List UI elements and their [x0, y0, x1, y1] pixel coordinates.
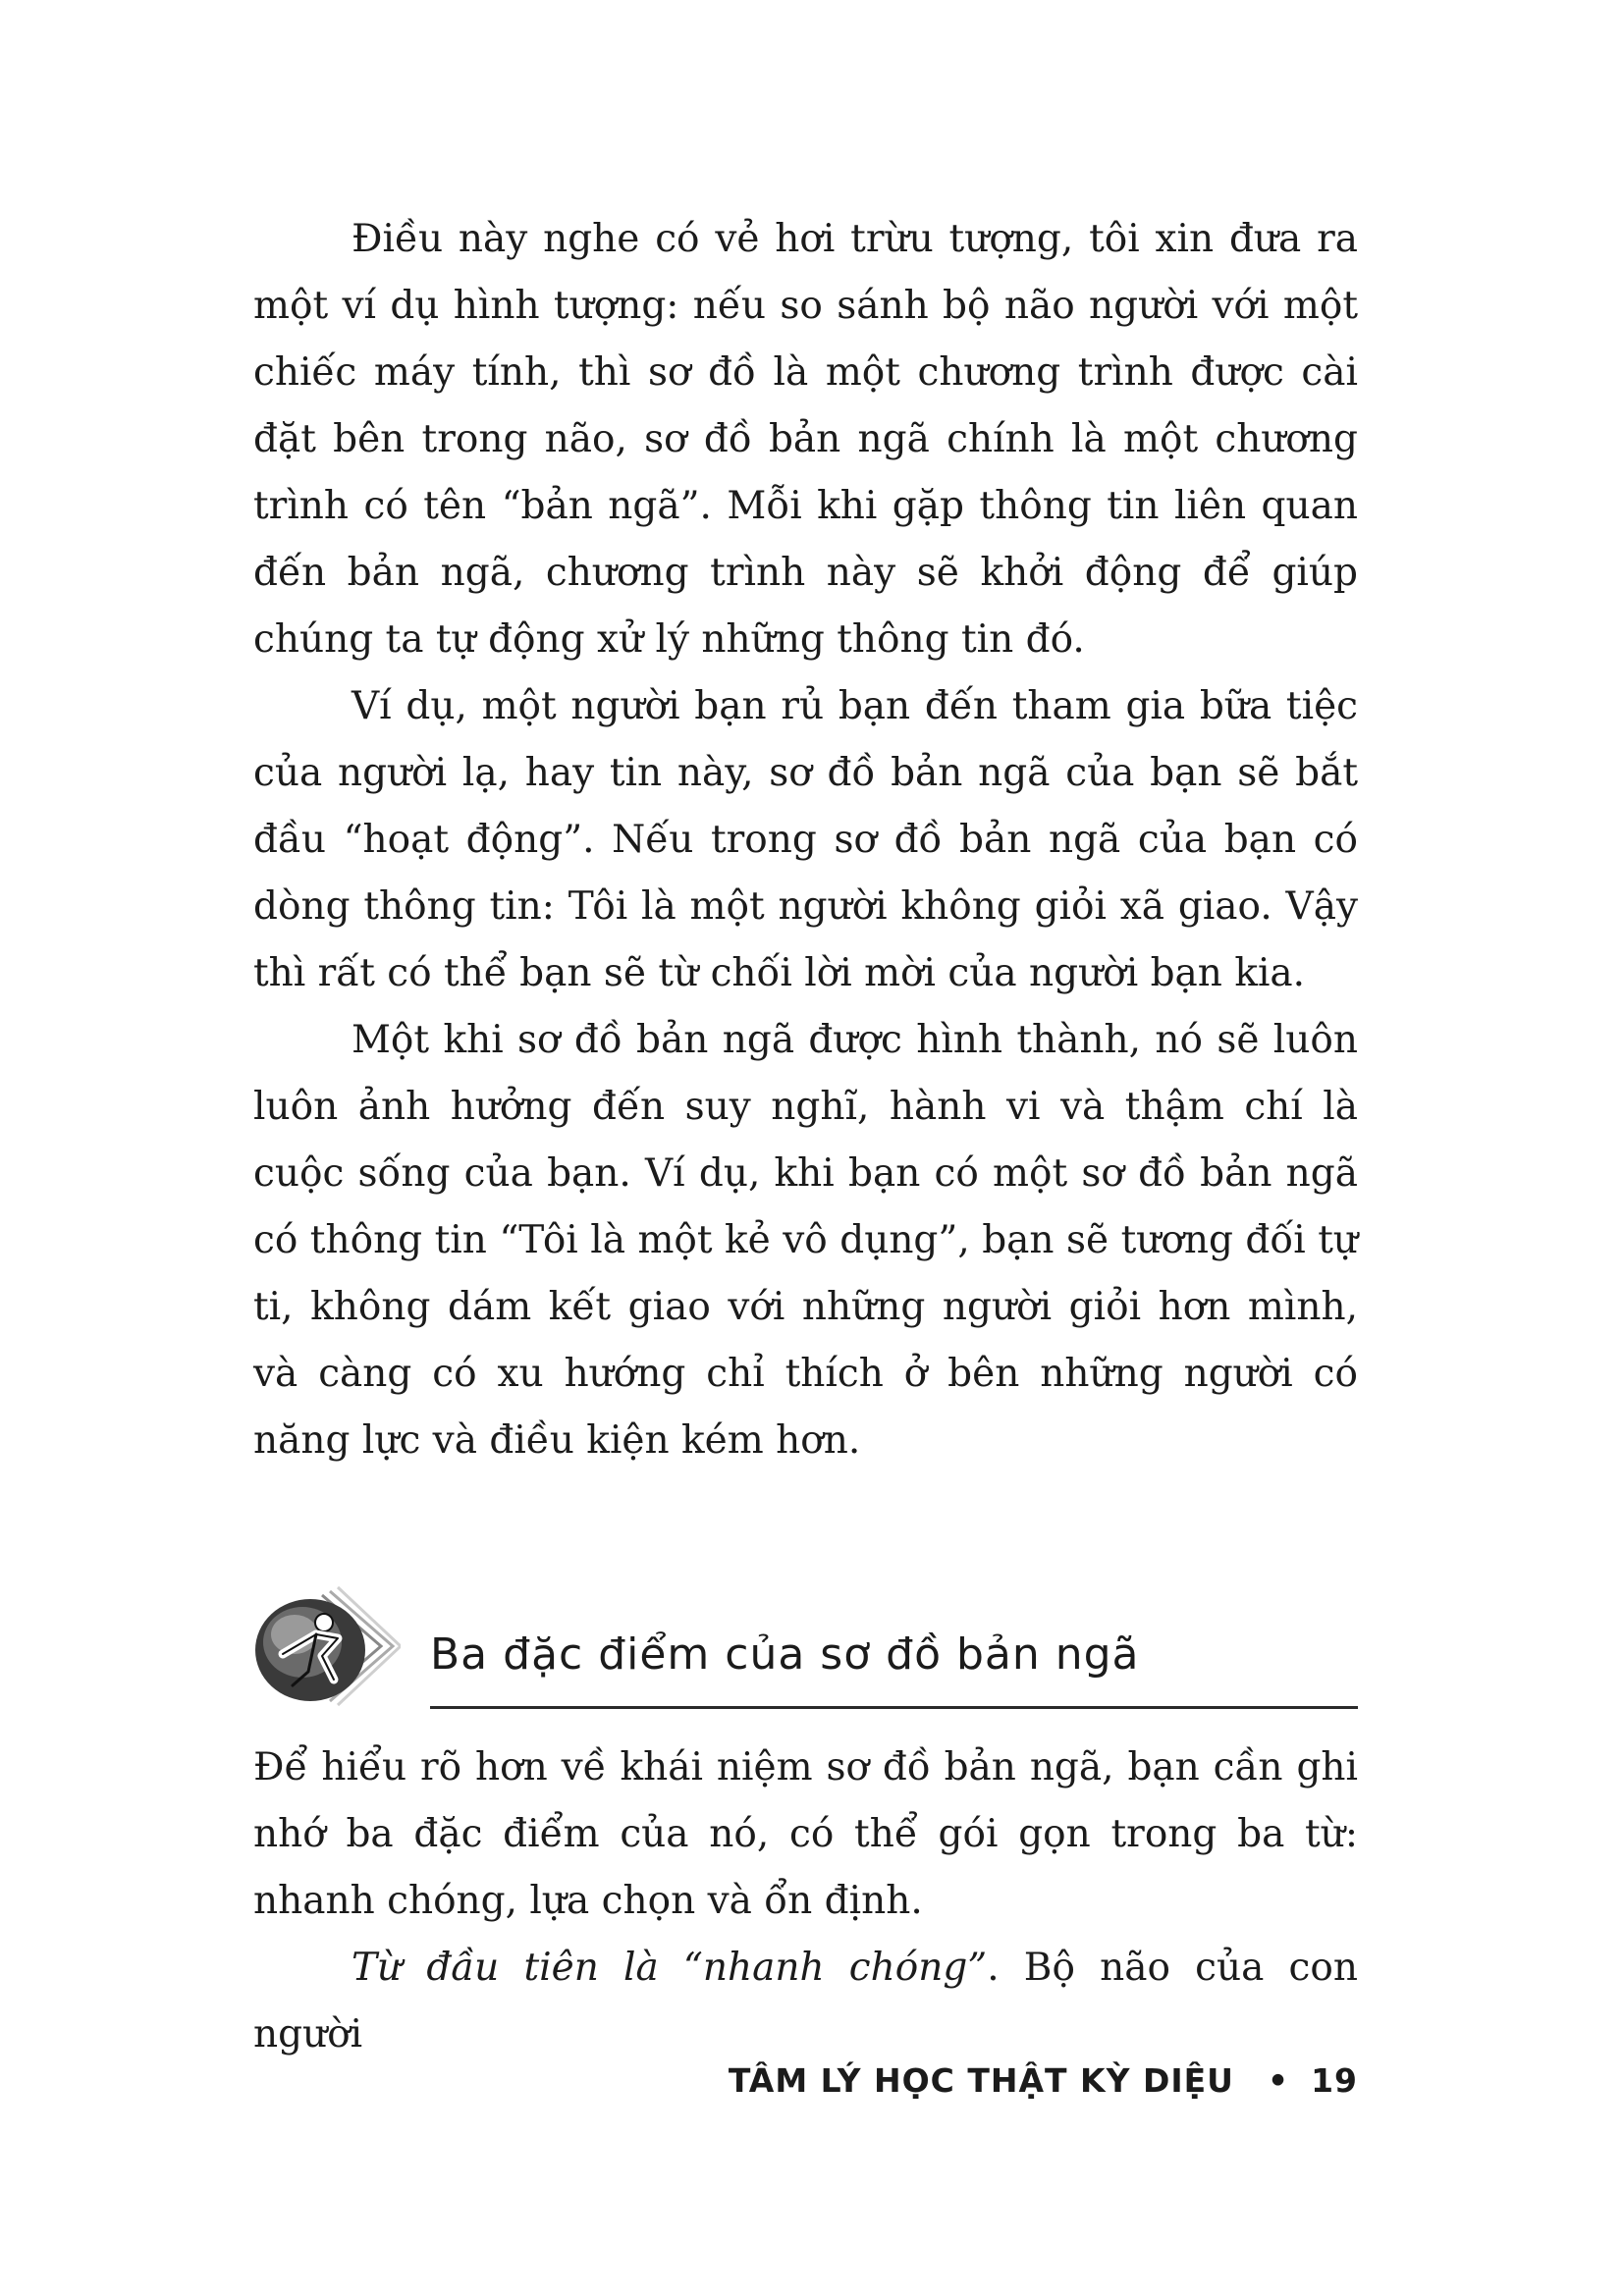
section-intro: Để hiểu rõ hơn về khái niệm sơ đồ bản ngã, bạn cần ghi nhớ ba đặc điểm của nó, có thể gói gọn trong ba từ: nhanh chóng, lựa chọn và ổn định.: [253, 1745, 1358, 1923]
section-heading: [253, 1585, 1358, 1713]
paragraph-continuation: . Bộ não của con người: [253, 1946, 1358, 2056]
body-text: [253, 206, 1358, 1474]
section-paragraph: [253, 1935, 1358, 2068]
section-divider: [430, 1706, 1358, 1709]
section-text: [253, 1735, 1358, 2068]
running-footer: [729, 2061, 1358, 2100]
footer-separator: •: [1267, 2061, 1290, 2100]
italic-phrase: Từ đầu tiên là “nhanh chóng”: [352, 1946, 988, 1990]
book-title: TÂM LÝ HỌC THẬT KỲ DIỆU: [728, 2061, 1234, 2100]
page-number: 19: [1311, 2061, 1358, 2100]
paragraph: Ví dụ, một người bạn rủ bạn đến tham gia bữa tiệc của người lạ, hay tin này, sơ đồ bản ngã của bạn sẽ bắt đầu “hoạt động”. Nếu trong sơ đồ bản ngã của bạn có dòng thông tin: Tôi là một người không giỏi xã giao. Vậy thì rất có thể bạn sẽ từ chối lời mời của người bạn kia.: [253, 684, 1358, 995]
section-title: Ba đặc điểm của sơ đồ bản ngã: [430, 1629, 1140, 1680]
paragraph: Một khi sơ đồ bản ngã được hình thành, nó sẽ luôn luôn ảnh hưởng đến suy nghĩ, hành vi và thậm chí là cuộc sống của bạn. Ví dụ, khi bạn có một sơ đồ bản ngã có thông tin “Tôi là một kẻ vô dụng”, bạn sẽ tương đối tự ti, không dám kết giao với những người giỏi hơn mình, và càng có xu hướng chỉ thích ở bên những người có năng lực và điều kiện kém hơn.: [253, 1018, 1358, 1463]
paragraph: Điều này nghe có vẻ hơi trừu tượng, tôi xin đưa ra một ví dụ hình tượng: nếu so sánh bộ não người với một chiếc máy tính, thì sơ đồ là một chương trình được cài đặt bên trong não, sơ đồ bản ngã chính là một chương trình có tên “bản ngã”. Mỗi khi gặp thông tin liên quan đến bản ngã, chương trình này sẽ khởi động để giúp chúng ta tự động xử lý những thông tin đó.: [253, 217, 1358, 662]
running-figure-icon: [253, 1585, 401, 1713]
